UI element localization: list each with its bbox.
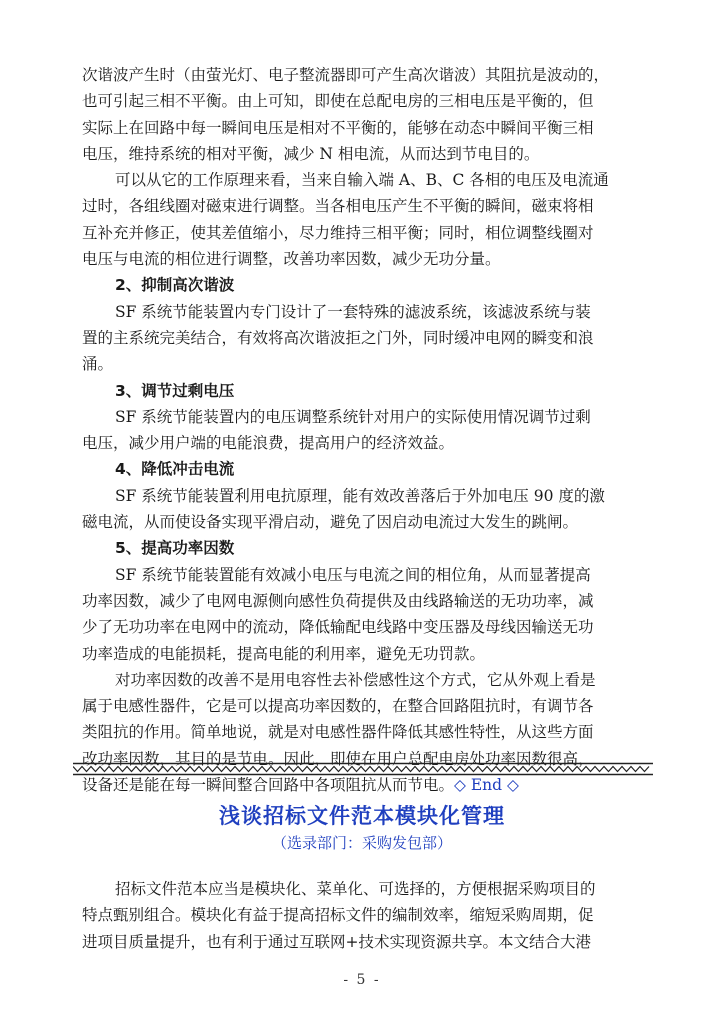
paragraph-line: 置的主系统完美结合，有效将高次谐波拒之门外，同时缓冲电网的瞬变和浪 [82,328,594,347]
paragraph-line: 特点甄别组合。模块化有益于提高招标文件的编制效率，缩短采购周期，促 [82,906,594,925]
page-number: - 5 - [343,972,381,988]
section-heading: 4、降低冲击电流 [115,460,235,479]
paragraph-line: 涌。 [82,355,114,374]
paragraph-line: 磁电流，从而使设备实现平滑启动，避免了因启动电流过大发生的跳闸。 [82,513,579,532]
paragraph-line: 电压，减少用户端的电能浪费，提高用户的经济效益。 [82,434,455,453]
document-body [82,62,652,798]
section-heading: 3、调节过剩电压 [115,381,235,400]
paragraph-line: 进项目质量提升，也有利于通过互联网+技术实现资源共享。本文结合大港 [82,932,591,951]
paragraph-line: SF 系统节能装置内的电压调整系统针对用户的实际使用情况调节过剩 [115,407,591,426]
paragraph-line: 招标文件范本应当是模块化、菜单化、可选择的，方便根据采购项目的 [115,880,596,898]
paragraph-line: 功率造成的电能损耗，提高电能的利用率，避免无功罚款。 [82,644,486,663]
last-line-text: 设备还是能在每一瞬间整合回路中各项阻抗从而节电。 [82,776,455,795]
paragraph-line: 次谐波产生时（由萤光灯、电子整流器即可产生高次谐波）其阻抗是波动的， [82,66,610,84]
paragraph-line: 过时，各组线圈对磁束进行调整。当各相电压产生不平衡的瞬间，磁束将相 [82,197,594,216]
paragraph-line: 属于电感性器件，它是可以提高功率因数的，在整合回路阻抗时，有调节各 [82,697,594,716]
paragraph-line: 互补充并修正，使其差值缩小，尽力维持三相平衡；同时，相位调整线圈对 [82,223,594,242]
paragraph-line: SF 系统节能装置利用电抗原理，能有效改善落后于外加电压 90 度的激 [115,486,605,505]
paragraph-line: 电压与电流的相位进行调整，改善功率因数，减少无功分量。 [82,250,501,269]
paragraph-line: SF 系统节能装置能有效减小电压与电流之间的相位角，从而显著提高 [115,565,591,584]
paragraph-line: 也可引起三相不平衡。由上可知，即使在总配电房的三相电压是平衡的，但 [82,92,594,111]
paragraph-line: 改功率因数，其目的是节电。因此，即使在用户总配电房处功率因数很高， [82,749,594,768]
paragraph-line: 可以从它的工作原理来看，当来自输入端 A、B、C 各相的电压及电流通 [115,171,609,190]
paragraph-line: 类阻抗的作用。简单地说，就是对电感性器件降低其感性特性，从这些方面 [82,723,594,742]
article-body [82,876,652,955]
article-subtitle: （选录部门：采购发包部） [271,834,452,852]
paragraph-line: 电压，维持系统的相对平衡，减少 N 相电流，从而达到节电目的。 [82,144,540,163]
paragraph-line: 功率因数，减少了电网电源侧向感性负荷提供及由线路输送的无功功率，减 [82,591,594,610]
paragraph-line: 少了无功功率在电网中的流动，降低输配电线路中变压器及母线因输送无功 [82,618,594,637]
paragraph-line: SF 系统节能装置内专门设计了一套特殊的滤波系统，该滤波系统与装 [115,302,591,321]
section-heading: 2、抑制高次谐波 [115,276,235,295]
article-title: 浅谈招标文件范本模块化管理 [219,804,505,828]
section-heading: 5、提高功率因数 [115,539,235,558]
end-mark: ◇ End ◇ [454,776,519,795]
paragraph-line: 对功率因数的改善不是用电容性去补偿感性这个方式，它从外观上看是 [115,670,596,689]
zigzag-divider [73,762,653,776]
paragraph-line: 实际上在回路中每一瞬间电压是相对不平衡的，能够在动态中瞬间平衡三相 [82,118,594,137]
